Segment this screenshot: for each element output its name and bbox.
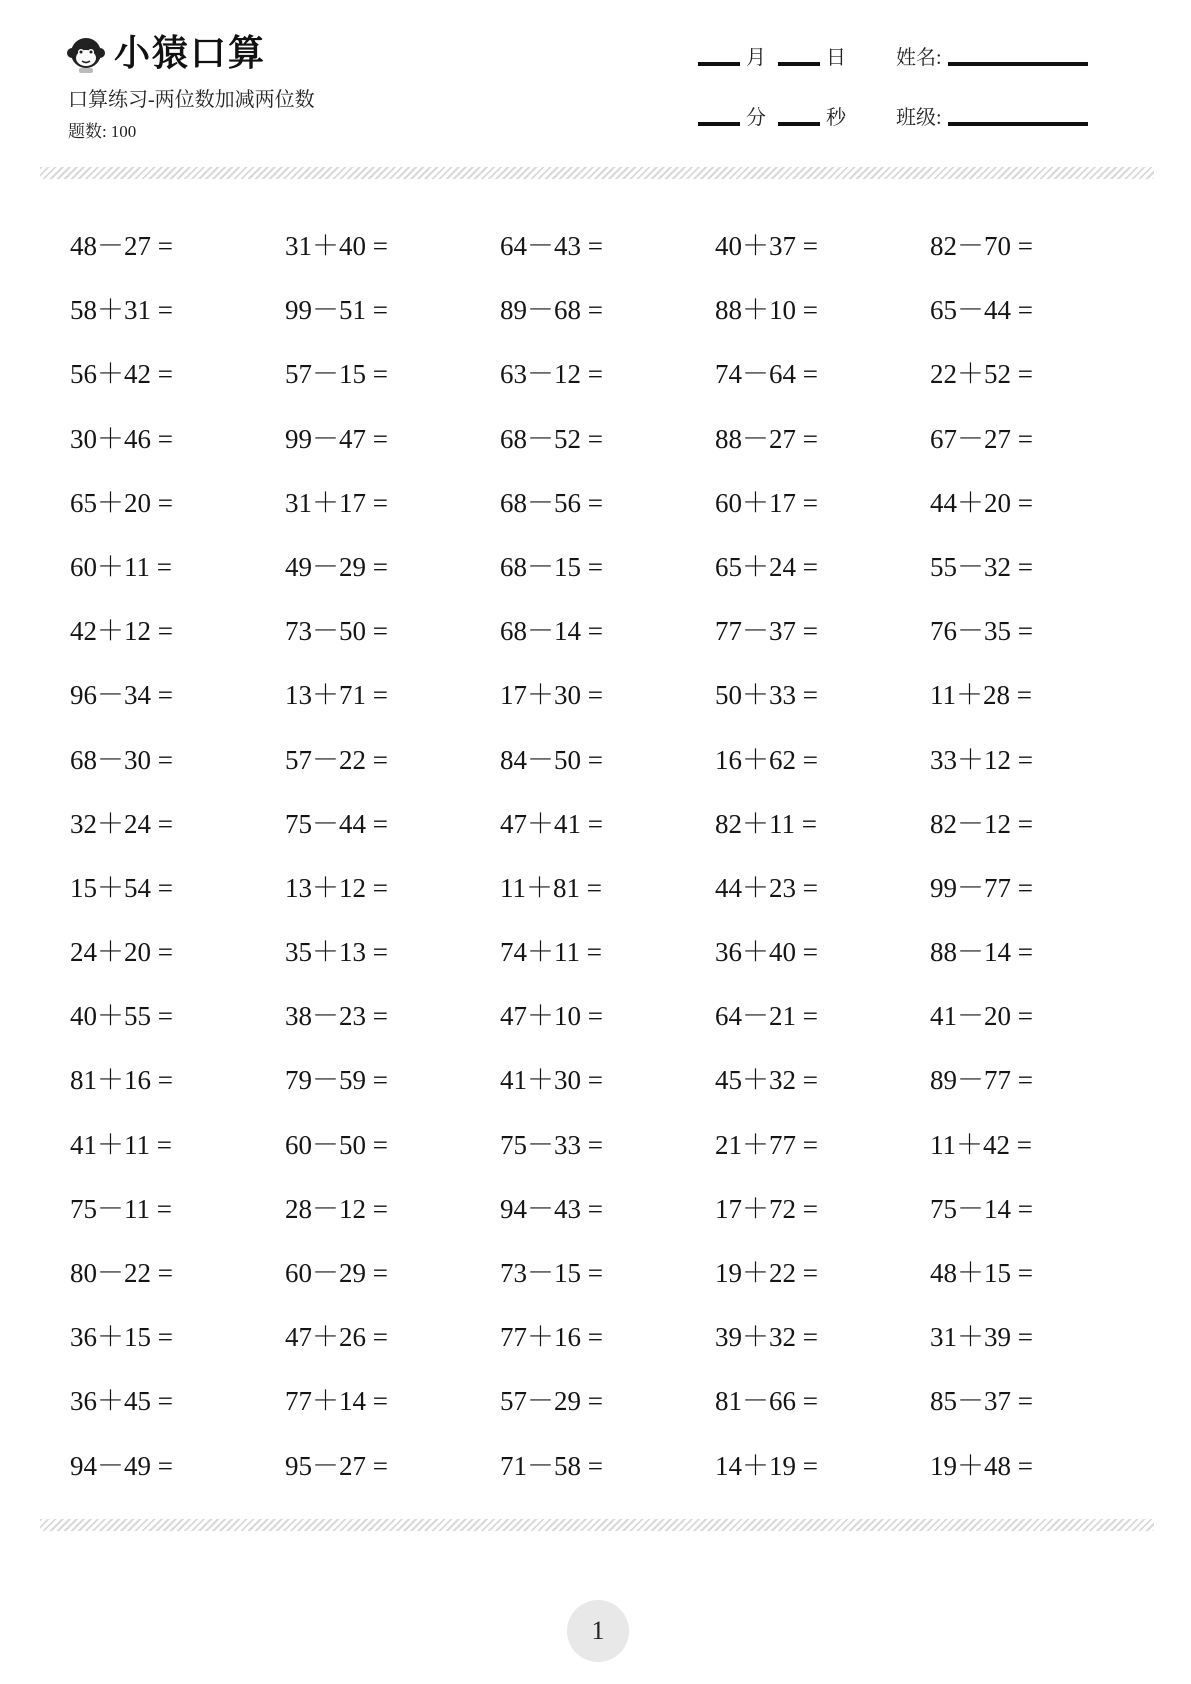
math-problem: 75－33 = [500, 1129, 603, 1160]
math-problem: 31＋17 = [285, 487, 388, 518]
math-problem: 47＋10 = [500, 1001, 603, 1032]
math-problem: 38－23 = [285, 1001, 388, 1032]
math-problem: 47＋26 = [285, 1322, 388, 1353]
math-problem: 13＋71 = [285, 680, 388, 711]
problem-count [68, 117, 136, 142]
math-problem: 48－27 = [70, 231, 173, 261]
math-problem: 41－20 = [930, 1001, 1033, 1032]
math-problem: 68－52 = [500, 423, 603, 454]
math-problem: 44＋23 = [715, 872, 818, 903]
math-problem: 84－50 = [500, 744, 603, 775]
math-problem: 19＋22 = [715, 1258, 818, 1288]
math-problem: 49－29 = [285, 551, 388, 582]
math-problem: 55－32 = [930, 551, 1033, 582]
math-problem: 65＋20 = [70, 487, 173, 518]
math-problem: 77＋14 = [285, 1386, 388, 1417]
math-problem: 40＋55 = [70, 1001, 173, 1032]
minute-blank[interactable] [698, 122, 740, 126]
math-problem: 19＋48 = [930, 1450, 1033, 1481]
math-problem: 15＋54 = [70, 872, 173, 903]
math-problem: 74＋11 = [500, 937, 602, 968]
math-problem: 65－44 = [930, 295, 1033, 326]
math-problem: 30＋46 = [70, 423, 173, 454]
math-problem: 73－50 = [285, 616, 388, 647]
math-problem: 17＋72 = [715, 1193, 818, 1224]
math-problem: 96－34 = [70, 680, 173, 711]
math-problem: 57－15 = [285, 359, 388, 390]
math-problem: 99－77 = [930, 872, 1033, 903]
date-name-row [698, 46, 1088, 70]
math-problem: 41＋30 = [500, 1065, 603, 1096]
math-problem: 14＋19 = [715, 1450, 818, 1481]
math-problem: 21＋77 = [715, 1129, 818, 1160]
math-problem: 33＋12 = [930, 744, 1033, 775]
math-problem: 68－14 = [500, 616, 603, 647]
math-problem: 82－70 = [930, 231, 1033, 261]
time-class-row [698, 106, 1088, 130]
math-problem: 67－27 = [930, 423, 1033, 454]
day-blank[interactable] [778, 62, 820, 66]
math-problem: 99－51 = [285, 295, 388, 326]
math-problem: 73－15 = [500, 1258, 603, 1288]
math-problem: 94－49 = [70, 1450, 173, 1481]
math-problem: 65＋24 = [715, 551, 818, 582]
math-problem: 11＋81 = [500, 872, 602, 903]
problem-grid [70, 226, 1145, 1510]
math-problem: 99－47 = [285, 423, 388, 454]
math-problem: 48＋15 = [930, 1258, 1033, 1288]
math-problem: 81－66 = [715, 1386, 818, 1417]
math-problem: 50＋33 = [715, 680, 818, 711]
math-problem: 41＋11 = [70, 1129, 172, 1160]
math-problem: 36＋45 = [70, 1386, 173, 1417]
math-problem: 36＋40 = [715, 937, 818, 968]
math-problem: 60－50 = [285, 1129, 388, 1160]
second-label: 秒 [826, 107, 846, 129]
math-problem: 40＋37 = [715, 231, 818, 261]
math-problem: 60＋17 = [715, 487, 818, 518]
math-problem: 76－35 = [930, 616, 1033, 647]
month-label: 月 [746, 47, 766, 69]
math-problem: 94－43 = [500, 1193, 603, 1224]
math-problem: 82＋11 = [715, 808, 817, 839]
math-problem: 57－29 = [500, 1386, 603, 1417]
math-problem: 64－43 = [500, 231, 603, 261]
monkey-logo-icon [66, 34, 106, 74]
math-problem: 77－37 = [715, 616, 818, 647]
math-problem: 13＋12 = [285, 872, 388, 903]
math-problem: 77＋16 = [500, 1322, 603, 1353]
math-problem: 58＋31 = [70, 295, 173, 326]
app-logo [66, 30, 266, 78]
page-number: 1 [567, 1600, 629, 1662]
math-problem: 64－21 = [715, 1001, 818, 1032]
math-problem: 32＋24 = [70, 808, 173, 839]
day-label: 日 [826, 47, 846, 69]
math-problem: 31＋39 = [930, 1322, 1033, 1353]
math-problem: 88－27 = [715, 423, 818, 454]
class-blank[interactable] [948, 122, 1088, 126]
math-problem: 47＋41 = [500, 808, 603, 839]
math-problem: 39＋32 = [715, 1322, 818, 1353]
math-problem: 80－22 = [70, 1258, 173, 1288]
math-problem: 82－12 = [930, 808, 1033, 839]
name-blank[interactable] [948, 62, 1088, 66]
math-problem: 24＋20 = [70, 937, 173, 968]
math-problem: 11＋28 = [930, 680, 1032, 711]
math-problem: 42＋12 = [70, 616, 173, 647]
math-problem: 44＋20 = [930, 487, 1033, 518]
math-problem: 88－14 = [930, 937, 1033, 968]
math-problem: 16＋62 = [715, 744, 818, 775]
worksheet-title: 口算练习-两位数加减两位数 [68, 89, 315, 111]
class-label: 班级: [896, 107, 942, 129]
math-problem: 71－58 = [500, 1450, 603, 1481]
math-problem: 68－30 = [70, 744, 173, 775]
minute-label: 分 [746, 107, 766, 129]
math-problem: 36＋15 = [70, 1322, 173, 1353]
bottom-divider [40, 1519, 1154, 1531]
math-problem: 89－77 = [930, 1065, 1033, 1096]
math-problem: 56＋42 = [70, 359, 173, 390]
math-problem: 22＋52 = [930, 359, 1033, 390]
problem-count-value: 100 [110, 122, 137, 141]
math-problem: 31＋40 = [285, 231, 388, 261]
math-problem: 95－27 = [285, 1450, 388, 1481]
problem-count-label: 题数: [68, 122, 107, 141]
math-problem: 68－56 = [500, 487, 603, 518]
top-divider [40, 167, 1154, 179]
math-problem: 75－11 = [70, 1193, 172, 1224]
math-problem: 81＋16 = [70, 1065, 173, 1096]
math-problem: 85－37 = [930, 1386, 1033, 1417]
math-problem: 28－12 = [285, 1193, 388, 1224]
math-problem: 45＋32 = [715, 1065, 818, 1096]
math-problem: 17＋30 = [500, 680, 603, 711]
math-problem: 74－64 = [715, 359, 818, 390]
math-problem: 35＋13 = [285, 937, 388, 968]
math-problem: 75－44 = [285, 808, 388, 839]
second-blank[interactable] [778, 122, 820, 126]
month-blank[interactable] [698, 62, 740, 66]
math-problem: 68－15 = [500, 551, 603, 582]
math-problem: 79－59 = [285, 1065, 388, 1096]
math-problem: 11＋42 = [930, 1129, 1032, 1160]
math-problem: 75－14 = [930, 1193, 1033, 1224]
math-problem: 57－22 = [285, 744, 388, 775]
logo-text: 小猿口算 [114, 33, 267, 74]
math-problem: 88＋10 = [715, 295, 818, 326]
math-problem: 60＋11 = [70, 551, 172, 582]
math-problem: 63－12 = [500, 359, 603, 390]
math-problem: 89－68 = [500, 295, 603, 326]
math-problem: 60－29 = [285, 1258, 388, 1288]
name-label: 姓名: [896, 47, 942, 69]
